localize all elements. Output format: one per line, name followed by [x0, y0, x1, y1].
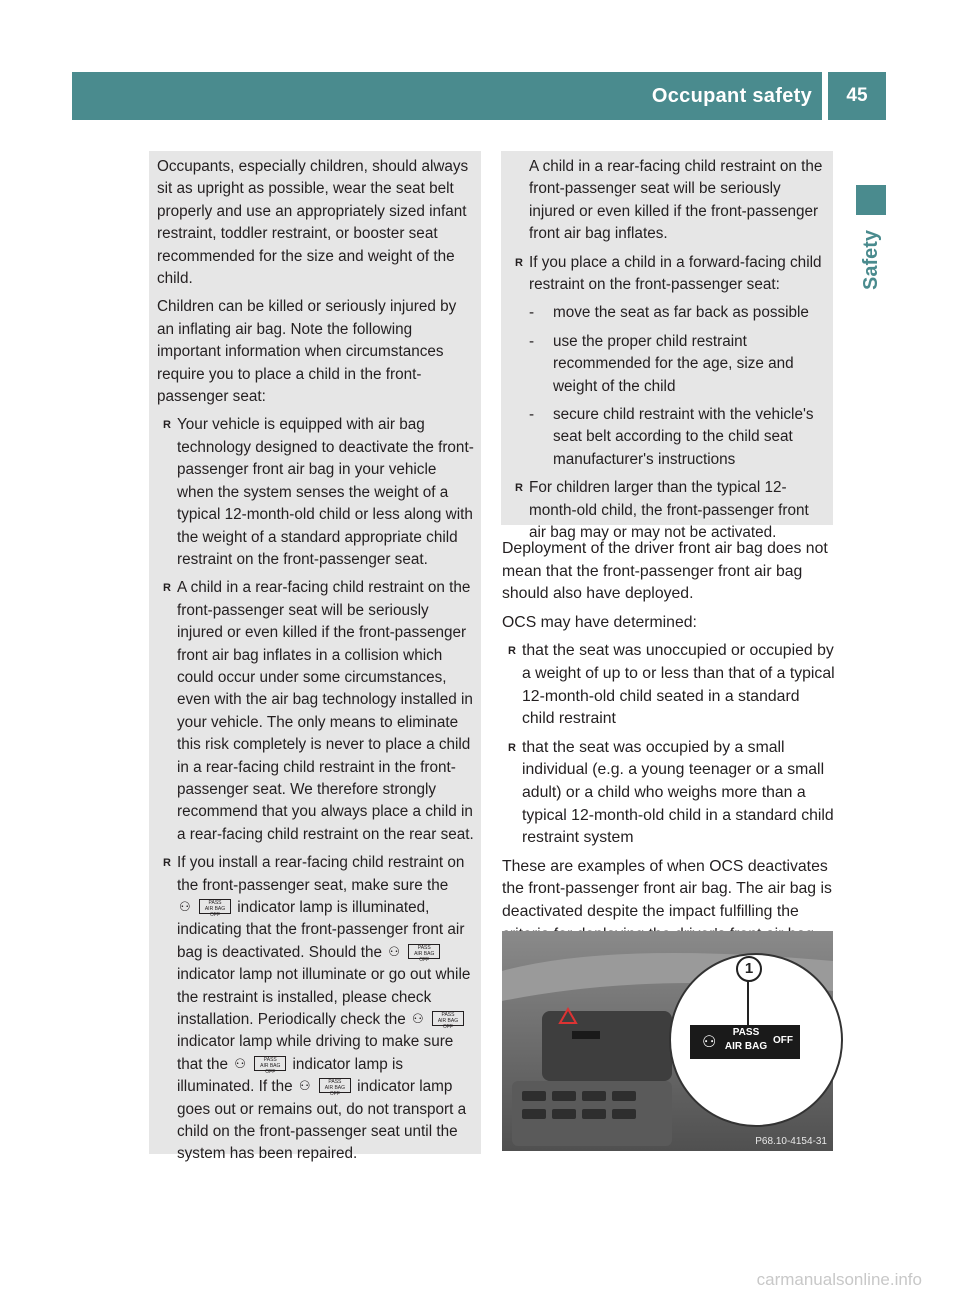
continued-paragraph: A child in a rear-facing child restraint on the front-passenger seat will be seriously injured or even killed if the front-passenger front air bag inflates.	[529, 158, 823, 243]
list-item: R For children larger than the typical 12-month-old child, the front-passenger front air bag may or may not be activated.	[515, 477, 829, 544]
airbag-off-indicator-icon	[179, 899, 231, 918]
pass-airbag-off-icon: PASS AIR BAG OFF	[254, 1056, 286, 1071]
pass-airbag-off-icon: PASS AIR BAG OFF	[319, 1078, 351, 1093]
lead-paragraph: Children can be killed or seriously injured by an inflating air bag. Note the following important information when circumstances require you to place a child in the front-passenger seat:	[157, 298, 457, 406]
list-item: R that the seat was occupied by a small individual (e.g. a young teenager or a small adult) or a child who weighs more than a typical 12-month-old child in a standard child restraint system	[508, 737, 836, 850]
airbag-off-indicator-icon	[411, 1011, 464, 1031]
list-item: R If you place a child in a forward-facing child restraint on the front-passenger seat:	[515, 252, 829, 297]
paragraph: Deployment of the driver front air bag does not mean that the front-passenger front air bag should also have deployed.	[502, 540, 828, 603]
text-span: indicator lamp goes out or remains out, do not transport a child on the front-passenger seat until the system has been repaired.	[177, 1078, 467, 1163]
display-off-label: OFF	[773, 1035, 793, 1046]
intro-paragraph: Occupants, especially children, should always sit as upright as possible, wear the seat belt properly and use an appropriately sized infant restraint, toddler restraint, or booster seat recommended for the size and weight of the child.	[157, 158, 469, 288]
sub-list-item: - use the proper child restraint recommended for the age, size and weight of the child	[529, 331, 829, 398]
display-pass-label: PASS	[732, 1027, 760, 1038]
text-span: indicator lamp is illuminated, indicating that the front-passenger front air bag is deactivated. Should the	[177, 899, 465, 961]
child-seat-icon: ⚇	[388, 943, 400, 959]
section-marker	[856, 185, 886, 215]
child-seat-icon: ⚇	[411, 1011, 424, 1027]
paragraph: These are examples of when OCS deactivates the front-passenger front air bag. The air bag is deactivated despite the impact fulfilling the	[502, 857, 832, 920]
child-seat-icon: ⚇	[298, 1078, 311, 1094]
airbag-seat-icon: ⚇	[702, 1034, 717, 1051]
body-text	[502, 538, 836, 952]
airbag-off-indicator-icon	[298, 1078, 351, 1098]
dashboard-figure	[502, 931, 833, 1151]
pass-airbag-off-icon: PASS AIR BAG OFF	[199, 899, 231, 914]
paragraph: OCS may have determined:	[502, 613, 697, 631]
pass-airbag-off-icon: PASS AIR BAG OFF	[408, 944, 440, 959]
pass-airbag-off-icon: PASS AIR BAG OFF	[432, 1011, 464, 1026]
callout-number: 1	[736, 956, 762, 982]
watermark: carmanualsonline.info	[756, 1270, 922, 1289]
airbag-off-indicator-icon	[234, 1055, 286, 1075]
warning-box-right	[501, 151, 833, 542]
figure-caption: P68.10-4154-31	[755, 1136, 827, 1147]
list-item: R that the seat was unoccupied or occupied by a weight of up to or less than that of a typical 12-month-old child seated in a standard child restraint	[508, 640, 836, 730]
warning-box-left	[149, 151, 481, 1163]
section-tab-label: Safety	[860, 230, 882, 291]
airbag-off-indicator-icon	[388, 943, 440, 963]
display-airbag-label: AIR BAG	[724, 1041, 768, 1052]
text-span: indicator lamp not illuminate or go out while the restraint is installed, please check installation. Periodically check the	[177, 966, 471, 1029]
text-span: indicator lamp while driving to make sure that the	[177, 1033, 454, 1073]
list-item	[163, 852, 475, 1166]
list-item: R Your vehicle is equipped with air bag technology designed to deactivate the front-passenger front air bag in your vehicle when the system senses the weight of a typical 12-month-old child or less along with the weight of a standard appropriate child restraint on the front-passenger seat.	[163, 414, 475, 571]
page-title: Occupant safety	[651, 85, 812, 107]
sub-list-item: - move the seat as far back as possible	[529, 302, 829, 324]
text-span: indicator lamp is illuminated. If the	[177, 1055, 404, 1096]
text-span: If you install a rear-facing child restraint on the front-passenger seat, make sure the	[177, 854, 465, 894]
list-item: R A child in a rear-facing child restraint on the front-passenger seat will be seriously injured or even killed if the front-passenger front air bag inflates in a collision which could occur under some circumstances, even with the air bag technology installed in your vehicle. The only means to eliminate this risk completely is never to place a child in a rear-facing child restraint in the front-passenger seat. We therefore strongly recommend that you always place a child in a rear-facing child restraint on the rear seat.	[163, 577, 475, 846]
sub-list-item: - secure child restraint with the vehicle's seat belt according to the child seat manufacturer's instructions	[529, 404, 829, 471]
page-number: 45	[828, 72, 886, 120]
child-seat-icon: ⚇	[179, 899, 191, 914]
child-seat-icon: ⚇	[234, 1055, 246, 1071]
